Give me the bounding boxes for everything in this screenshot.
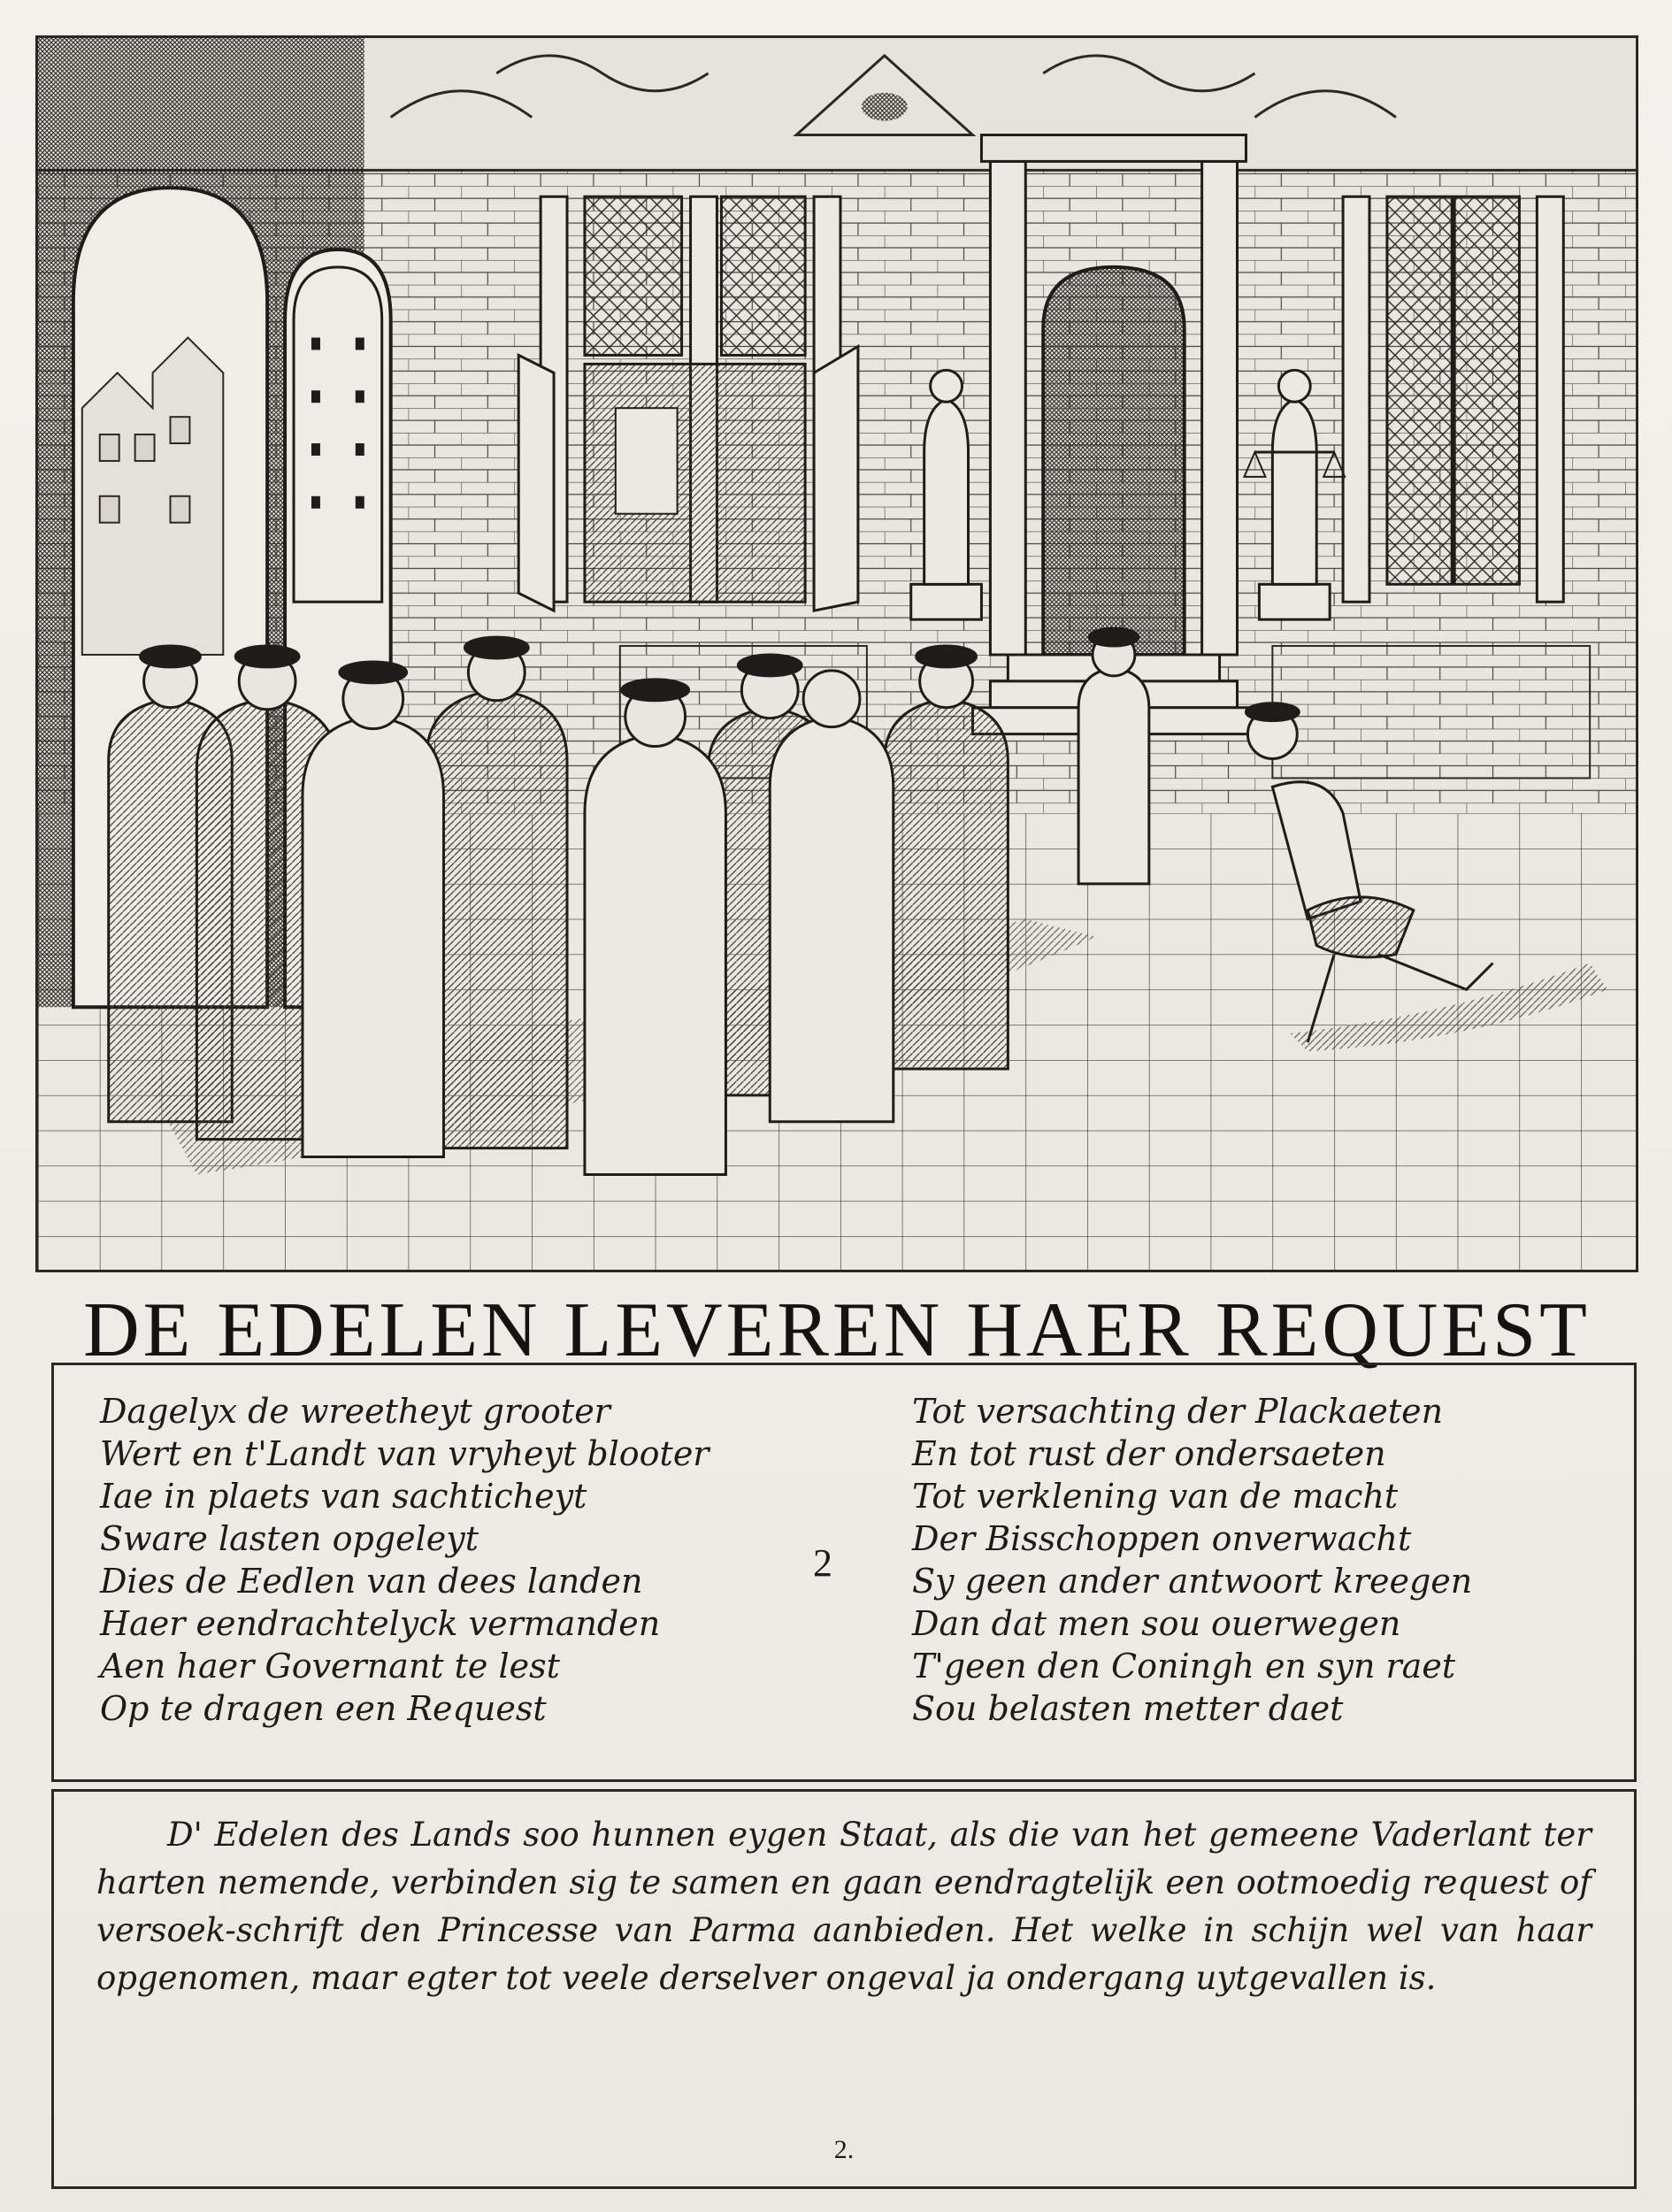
- engraved-scene: [38, 38, 1636, 1270]
- verse-line: Sou belasten metter daet: [912, 1689, 1344, 1728]
- verse-line: T'geen den Coningh en syn raet: [912, 1647, 1456, 1686]
- verse-line: En tot rust der ondersaeten: [912, 1434, 1386, 1473]
- verse-line: Tot versachting der Plackaeten: [912, 1392, 1444, 1431]
- engraving-illustration: [35, 35, 1638, 1272]
- verse-line: Wert en t'Landt van vryheyt blooter: [100, 1434, 709, 1473]
- verse-line: Haer eendrachtelyck vermanden: [100, 1604, 661, 1643]
- verse-column-right: [912, 1390, 1472, 1730]
- verse-line: Dagelyx de wreetheyt grooter: [100, 1392, 610, 1431]
- verse-line: Iae in plaets van sachticheyt: [100, 1477, 587, 1516]
- prose-panel: [51, 1789, 1637, 2189]
- verse-line: Sware lasten opgeleyt: [100, 1519, 479, 1558]
- verse-line: Op te dragen een Request: [100, 1689, 547, 1728]
- verse-line: Tot verklening van de macht: [912, 1477, 1399, 1516]
- verse-line: Dies de Eedlen van dees landen: [100, 1562, 643, 1601]
- verse-panel: [51, 1363, 1637, 1782]
- print-title: DE EDELEN LEVEREN HAER REQUEST: [83, 1286, 1591, 1373]
- verse-line: Aen haer Governant te lest: [100, 1647, 560, 1686]
- page-number: 2.: [833, 2135, 855, 2164]
- verse-column-left: [100, 1390, 709, 1730]
- verse-line: Der Bisschoppen onverwacht: [912, 1519, 1412, 1558]
- verse-number: 2: [813, 1541, 832, 1585]
- verse-line: Dan dat men sou ouerwegen: [912, 1604, 1401, 1643]
- prose-text: D' Edelen des Lands soo hunnen eygen Staat, als die van het gemeene Vaderlant ter harten nemende, verbinden sig te samen en gaan eendragtelijk een ootmoedig request of versoek-schrift den Princesse van Parma aanbieden. Het welke in schijn wel van haar opgenomen, maar egter tot veele derselver ongeval ja ondergang uytgevallen is.: [96, 1816, 1591, 1997]
- verse-line: Sy geen ander antwoort kreegen: [912, 1562, 1473, 1601]
